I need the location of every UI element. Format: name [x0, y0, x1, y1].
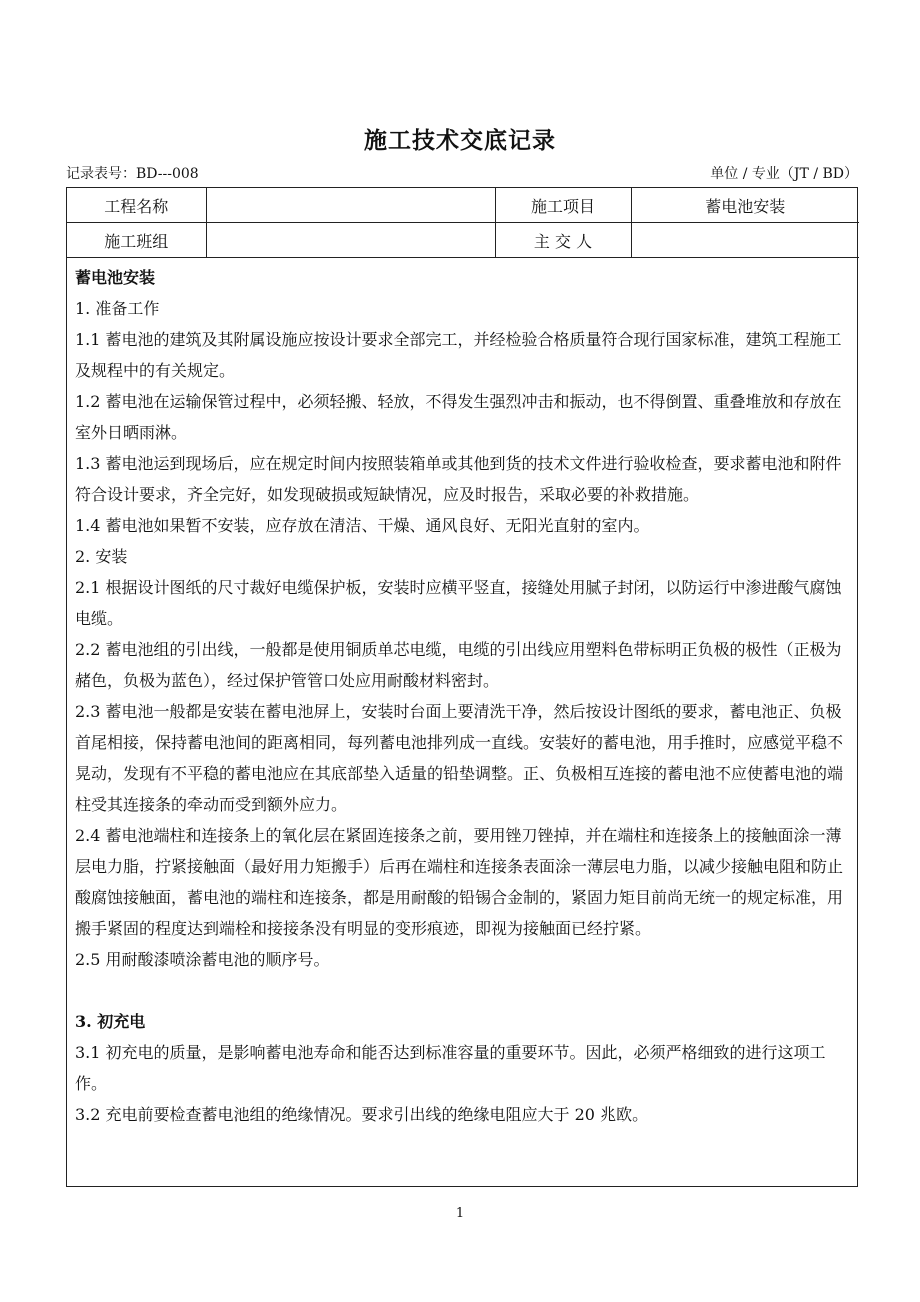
presenter-label: 主 交 人: [495, 223, 631, 258]
table-row: [67, 223, 859, 258]
section-title-2: 2. 安装: [75, 547, 128, 566]
construction-item-value: 蓄电池安装: [631, 188, 859, 223]
meta-row: [66, 163, 858, 183]
paragraph-3-1: 3.1 初充电的质量，是影响蓄电池寿命和能否达到标准容量的重要环节。因此，必须严格细致的进行这项工作。: [75, 1043, 826, 1093]
page-title: 施工技术交底记录: [364, 127, 556, 154]
presenter-value: [631, 223, 859, 258]
section-title-3: 3. 初充电: [75, 1012, 146, 1031]
record-form: [66, 187, 858, 1187]
team-value: [206, 223, 495, 258]
header-table: [67, 188, 859, 258]
construction-item-label: 施工项目: [495, 188, 631, 223]
section-title-1: 1. 准备工作: [75, 299, 160, 318]
paragraph-2-5: 2.5 用耐酸漆喷涂蓄电池的顺序号。: [75, 950, 330, 969]
record-number: 记录表号：BD---008: [66, 166, 199, 182]
project-name-label: 工程名称: [67, 188, 206, 223]
paragraph-2-3: 2.3 蓄电池一般都是安装在蓄电池屏上，安装时台面上要清洗干净，然后按设计图纸的要求，蓄电池正、负极首尾相接，保持蓄电池间的距离相同，每列蓄电池排列成一直线。安装好的蓄电池，用手推时，应感觉平稳不晃动，发现有不平稳的蓄电池应在其底部垫入适量的铅垫调整。正、负极相互连接的蓄电池不应使蓄电池的端柱受其连接条的牵动而受到额外应力。: [75, 702, 844, 814]
paragraph-1-3: 1.3 蓄电池运到现场后，应在规定时间内按照装箱单或其他到货的技术文件进行验收检查，要求蓄电池和附件符合设计要求，齐全完好，如发现破损或短缺情况，应及时报告，采取必要的补救措施。: [75, 454, 842, 504]
section-heading: 蓄电池安装: [75, 268, 156, 287]
paragraph-1-1: 1.1 蓄电池的建筑及其附属设施应按设计要求全部完工，并经检验合格质量符合现行国家标准，建筑工程施工及规程中的有关规定。: [75, 330, 842, 380]
project-name-value: [206, 188, 495, 223]
paragraph-2-1: 2.1 根据设计图纸的尺寸裁好电缆保护板，安装时应横平竖直，接缝处用腻子封闭，以防运行中渗进酸气腐蚀电缆。: [75, 578, 842, 628]
spacer: [75, 975, 849, 1006]
paragraph-1-2: 1.2 蓄电池在运输保管过程中，必须轻搬、轻放，不得发生强烈冲击和振动，也不得倒置、重叠堆放和存放在室外日晒雨淋。: [75, 392, 842, 442]
paragraph-2-4: 2.4 蓄电池端柱和连接条上的氧化层在紧固连接条之前，要用锉刀锉掉，并在端柱和连接条上的接触面涂一薄层电力脂，拧紧接触面（最好用力矩搬手）后再在端柱和连接条表面涂一薄层电力脂，以减少接触电阻和防止酸腐蚀接触面，蓄电池的端柱和连接条，都是用耐酸的铅锡合金制的，紧固力矩目前尚无统一的规定标准，用搬手紧固的程度达到端栓和接接条没有明显的变形痕迹，即视为接触面已经拧紧。: [75, 826, 844, 938]
paragraph-3-2: 3.2 充电前要检查蓄电池组的绝缘情况。要求引出线的绝缘电阻应大于 20 兆欧。: [75, 1105, 649, 1124]
table-row: [67, 188, 859, 223]
page-number: 1: [455, 1206, 465, 1221]
paragraph-2-2: 2.2 蓄电池组的引出线，一般都是使用铜质单芯电缆，电缆的引出线应用塑料色带标明正负极的极性（正极为赭色，负极为蓝色），经过保护管管口处应用耐酸材料密封。: [75, 640, 842, 690]
paragraph-1-4: 1.4 蓄电池如果暂不安装，应存放在清洁、干燥、通风良好、无阳光直射的室内。: [75, 516, 650, 535]
unit-specialty: 单位 / 专业（JT / BD）: [710, 166, 858, 182]
content-body: [67, 258, 857, 1130]
team-label: 施工班组: [67, 223, 206, 258]
